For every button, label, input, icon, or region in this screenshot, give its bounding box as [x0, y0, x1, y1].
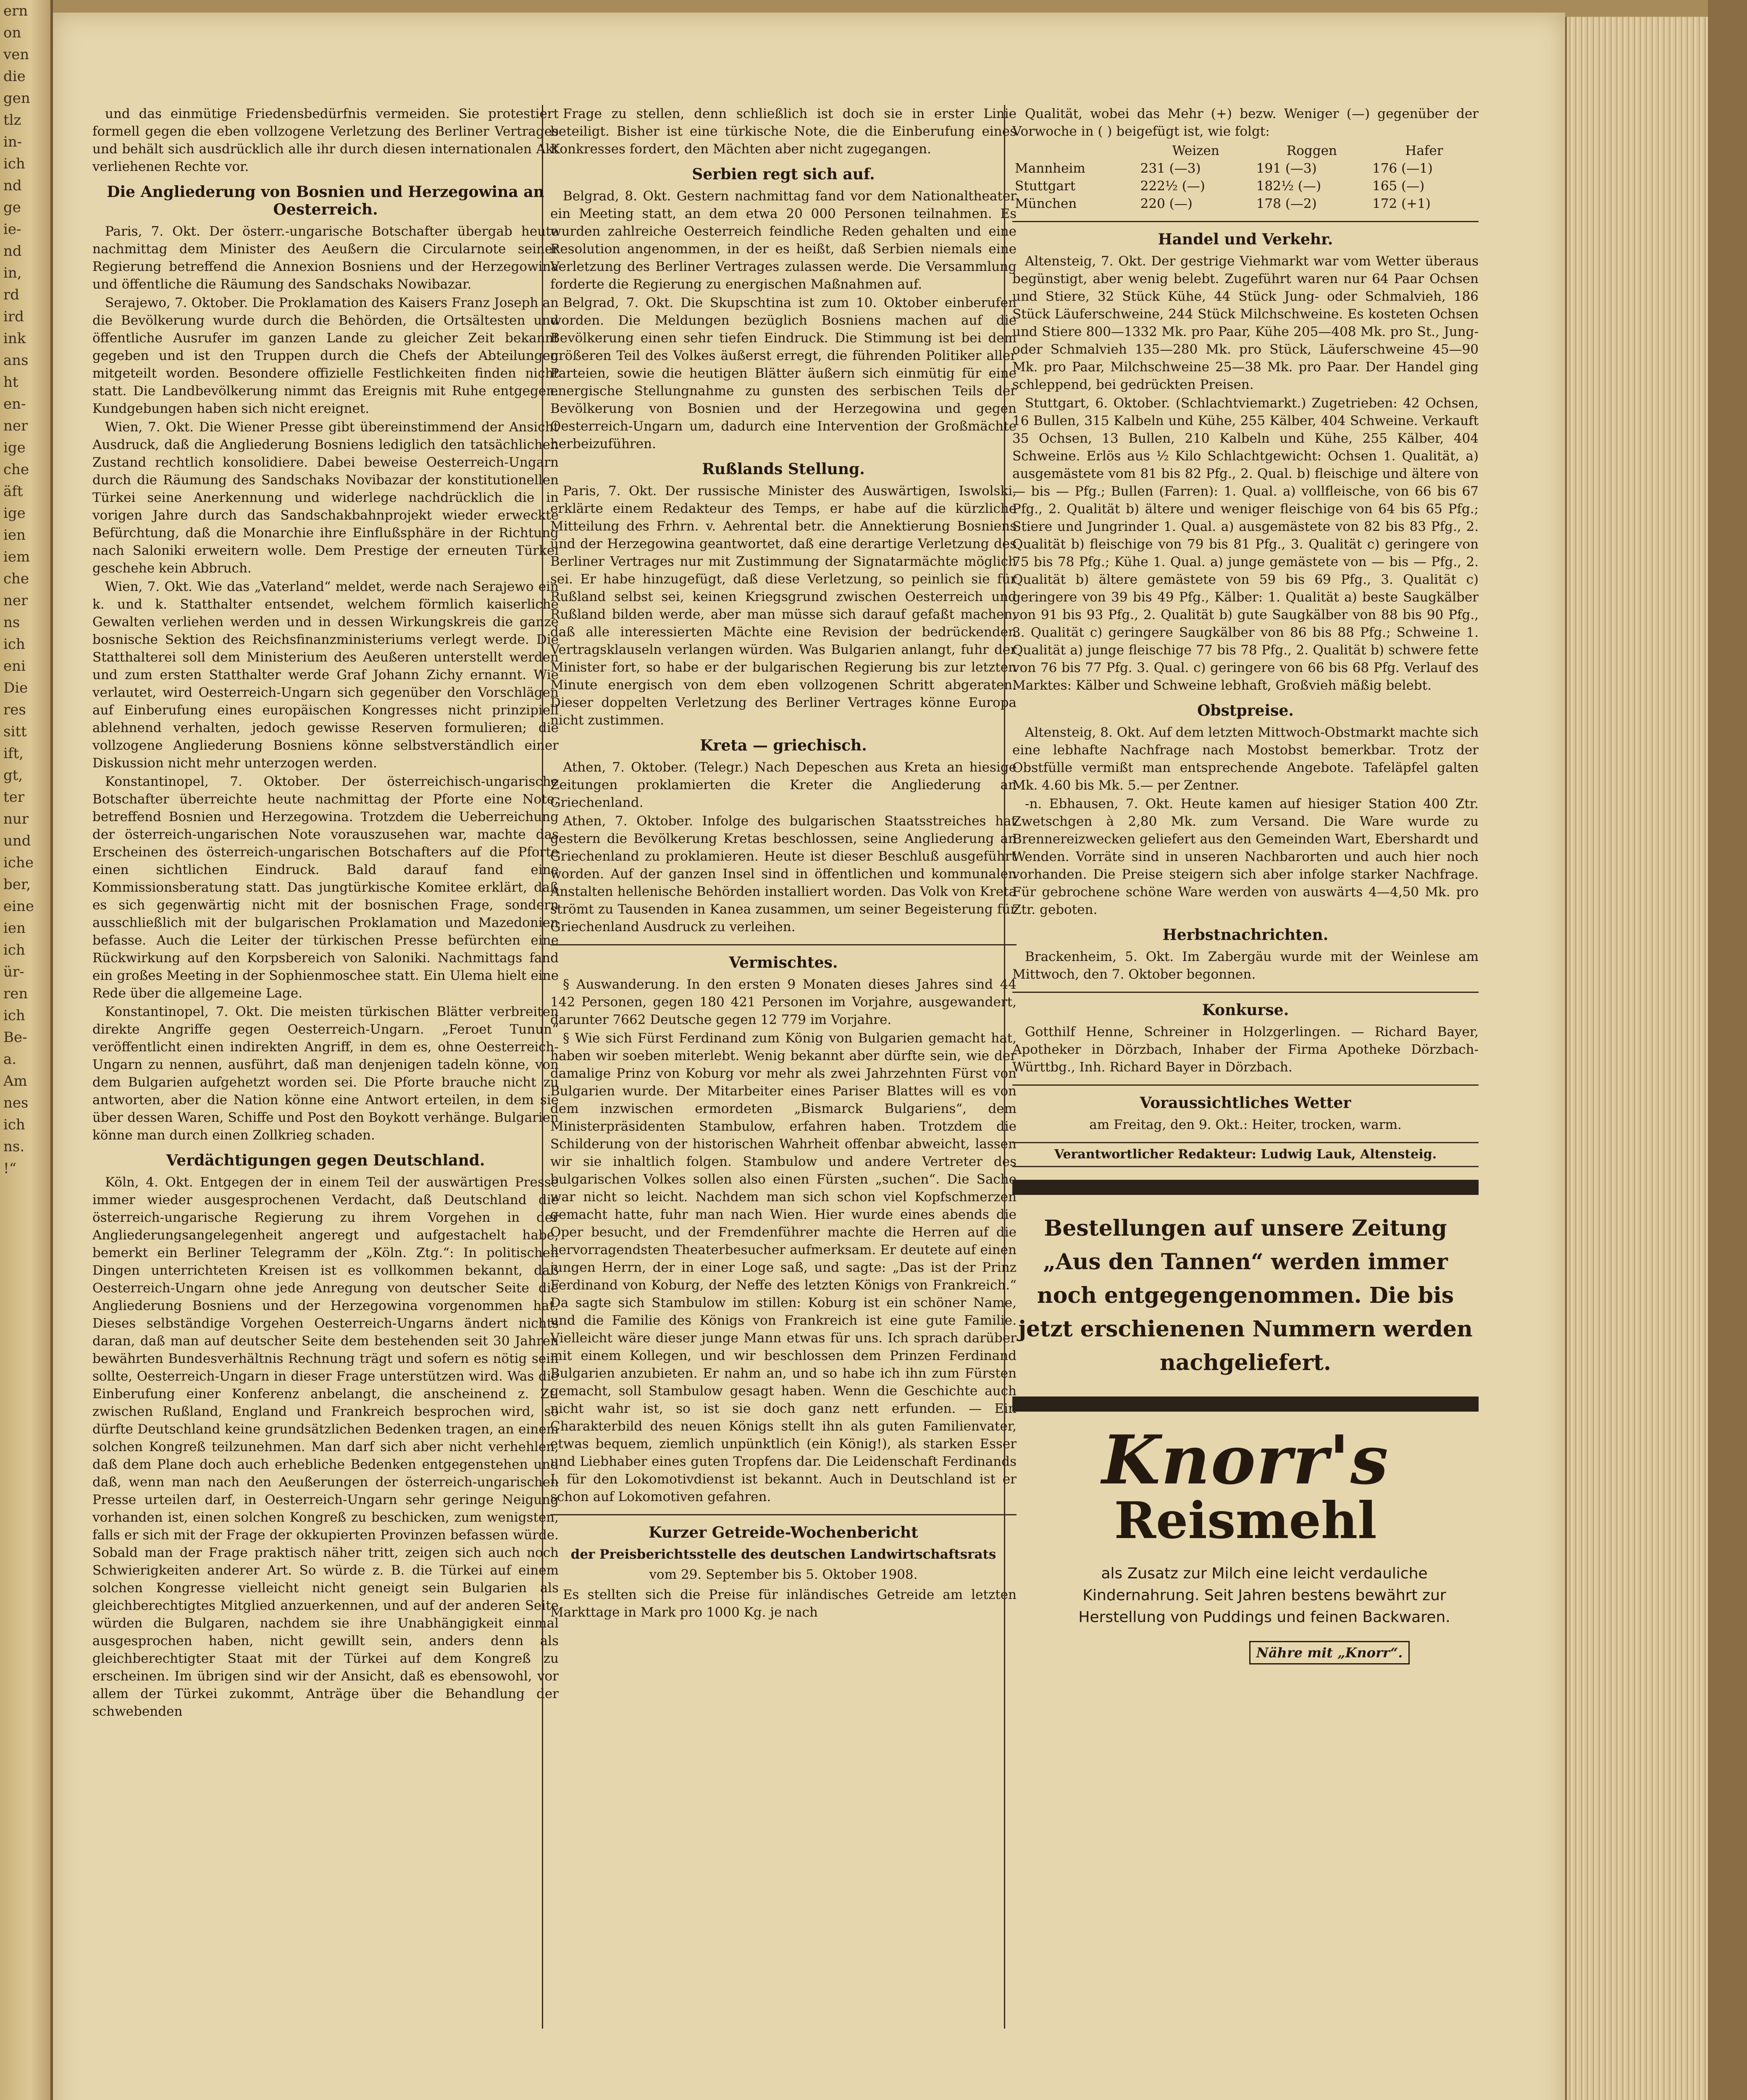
table-cell: 182½ (—): [1256, 178, 1321, 194]
table-row: [1012, 177, 1479, 195]
margin-fragment: ans: [3, 352, 29, 369]
margin-fragment: ich: [3, 155, 25, 172]
margin-fragment: nur: [3, 811, 29, 827]
margin-fragment: ber,: [3, 876, 31, 893]
margin-fragment: ter: [3, 789, 25, 806]
table-cell: Stuttgart: [1015, 178, 1076, 194]
margin-fragment: nes: [3, 1095, 29, 1111]
table-header-cell: Roggen: [1286, 143, 1337, 158]
table-cell: 231 (—3): [1140, 161, 1201, 176]
ad-slogan: Nähre mit „Knorr“.: [1249, 1641, 1410, 1664]
article-text: Konstantinopel, 7. Okt. Die meisten türkischen Blätter verbreiten direkte Angriffe gegen Oesterreich-Ungarn. „Feroet Tunun“ veröffentlicht einen indirekten Angriff, in dem es, ohne Oesterreich-Ungarn zu nennen, ausführt, daß man denjenigen tadeln könne, von dem Bulgarien aufgehetzt worden sei. Die Pforte brauche nicht zu antworten, aber die Nation könne eine Antwort erteilen, in dem sie über dessen Waren, Schiffe und Post den Boykott verhänge. Bulgarien könne man durch einen Zollkrieg schaden.: [92, 1004, 559, 1143]
article-text: Brackenheim, 5. Okt. Im Zabergäu wurde mit der Weinlese am Mittwoch, den 7. Oktober begonnen.: [1012, 949, 1479, 982]
article-text: § Wie sich Fürst Ferdinand zum König von Bulgarien gemacht hat, haben wir soeben miterlebt. Wenig bekannt aber dürfte sein, wie der damalige Prinz von Koburg vor mehr als zwei Jahrzehnten Fürst von Bulgarien wurde. Der Mitarbeiter eines Pariser Blattes will es von dem inzwischen ermordeten „Bismarck Bulgariens“, dem Ministerpräsidenten Stambulow, erfahren haben. Trotzdem die Schilderung von der historischen Wahrheit offenbar abweicht, lassen wir sie inhaltlich folgen. Stambulow und andere Vertreter des bulgarischen Volkes sollen also einen Fürsten „suchen“. Die Sache war nicht so leicht. Nachdem man sich schon viel Kopfschmerzen gemacht hatte, fuhr man nach Wien. Hier wurde eines abends die Oper besucht, und der Fremdenführer machte die Herren auf die hervorragendsten Theaterbesucher aufmerksam. Er deutete auf einen jungen Herrn, der in einer Loge saß, und sagte: „Das ist der Prinz Ferdinand von Koburg, der Neffe des letzten Königs von Frankreich.“ Da sagte sich Stambulow im stillen: Koburg ist ein schöner Name, und die Familie des Königs von Frankreich ist eine gute Familie. Vielleicht wäre dieser junge Mann etwas für uns. Ich sprach darüber mit einem Kollegen, und wir beschlossen dem Prinzen Ferdinand Bulgarien anzubieten. Er nahm an, und so habe ich ihn zum Fürsten gemacht, soll Stambulow gesagt haben. Wenn die Geschichte auch nicht wahr ist, so ist sie doch ganz nett erfunden. — Ein Charakterbild des neuen Königs stellt ihn als guten Familienvater, etwas bequem, ziemlich unpünktlich (ein König!), als starken Esser und Liebhaber eines guten Tropfens dar. Die Leidenschaft Ferdinands I. für den Lokomotivdienst ist bekannt. Auch in Deutschland ist er schon auf Lokomotiven gefahren.: [550, 1031, 1017, 1504]
article-text: Belgrad, 8. Okt. Gestern nachmittag fand vor dem Nationaltheater ein Meeting statt, an dem etwa 20 000 Personen teilnahmen. Es wurden zahlreiche Oesterreich feindliche Reden gehalten und eine Resolution angenommen, in der es heißt, daß Serbien niemals eine Verletzung des Berliner Vertrages zulassen werde. Die Versammlung forderte die Regierung zu energischen Maßnahmen auf.: [550, 189, 1017, 292]
divider: [550, 944, 1017, 945]
margin-fragment: ich: [3, 1007, 25, 1024]
margin-fragment: res: [3, 701, 26, 718]
book-page-edges: [1565, 17, 1710, 2100]
margin-fragment: iche: [3, 854, 34, 871]
divider: [550, 1514, 1017, 1515]
margin-fragment: ien: [3, 527, 26, 543]
article-text: -n. Ebhausen, 7. Okt. Heute kamen auf hiesiger Station 400 Ztr. Zwetschgen à 2,80 Mk. zum Versand. Die Ware wurde zu Brennereizwecken geliefert aus den Gemeinden Wart, Ebershardt und Wenden. Vorräte sind in unseren Nachbarorten und auch hier noch vorhanden. Die Preise steigern sich aber infolge starker Nachfrage. Für gebrochene schöne Ware werden von auswärts 4—4,50 Mk. pro Ztr. geboten.: [1012, 796, 1479, 917]
margin-fragment: nd: [3, 177, 22, 194]
margin-fragment: ige: [3, 439, 26, 456]
ad-product: Reismehl: [1114, 1491, 1377, 1550]
margin-fragment: gen: [3, 90, 30, 107]
headline: Rußlands Stellung.: [702, 460, 865, 478]
column-3: [1012, 105, 1479, 1664]
table-header-row: [1012, 142, 1479, 160]
divider: [1012, 1084, 1479, 1086]
table-header-cell: Weizen: [1172, 143, 1219, 158]
table-cell: Mannheim: [1015, 161, 1085, 176]
headline: Konkurse.: [1202, 1001, 1289, 1019]
article-text: Wien, 7. Okt. Wie das „Vaterland“ meldet, werde nach Serajewo ein k. und k. Statthalter entsendet, welchem förmlich kaiserliche Gewalten verliehen werden und in dessen Wirkungskreis die ganze bosnische Sektion des Reichsfinanzministeriums verlegt werde. Die Statthalterei soll dem Ministerium des Aeußeren unterstellt werden und zum ersten Statthalter werde Graf Johann Zichy ernannt. Wie verlautet, wird Oesterreich-Ungarn sich gegenüber den Vorschlägen auf Einberufung eines europäischen Kongresses nicht prinzipiell ablehnend verhalten, jedoch gewisse Reserven formulieren; die vollzogene Angliederung Bosniens könne selbstverständlich einer Diskussion nicht mehr unterzogen werden.: [92, 579, 559, 771]
article-text: Wien, 7. Okt. Die Wiener Presse gibt übereinstimmend der Ansicht Ausdruck, daß die Angliederung Bosniens lediglich den tatsächlichen Zustand rechtlich konsolidiere. Dabei beweise Oesterreich-Ungarn durch die Räumung des Sandschaks Novibazar der konstitutionellen Türkei seine Anerkennung und widerlege nachdrücklich die in vorigen Jahre durch das Sandschakbahnprojekt wieder erweckte Befürchtung, daß die Monarchie ihre Einflußsphäre in der Richtung nach Saloniki erweitern wolle. Dem Prestige der erneuten Türkei geschehe kein Abbruch.: [92, 420, 559, 576]
margin-fragment: ird: [3, 308, 24, 325]
column-2: [550, 105, 1017, 1622]
table-row: [1012, 160, 1479, 177]
margin-fragment: ür-: [3, 963, 24, 980]
divider: [1012, 992, 1479, 993]
margin-fragment: tlz: [3, 112, 21, 129]
margin-fragment: on: [3, 24, 21, 41]
column-1: [92, 105, 559, 1721]
margin-fragment: äft: [3, 483, 23, 500]
margin-fragment: sitt: [3, 723, 27, 740]
margin-fragment: !“: [3, 1160, 17, 1177]
headline: Kurzer Getreide-Wochenbericht: [649, 1524, 918, 1541]
table-cell: 191 (—3): [1256, 161, 1317, 176]
article-text: Altensteig, 7. Okt. Der gestrige Viehmarkt war vom Wetter überaus begünstigt, aber wenig belebt. Zugeführt waren nur 64 Paar Ochsen und Stiere, 32 Stück Kühe, 44 Stück Jung- oder Schmalvieh, 186 Stück Läuferschweine, 244 Stück Milchschweine. Es kosteten Ochsen und Stiere 800—1332 Mk. pro Paar, Kühe 205—408 Mk. pro St., Jung- oder Schmalvieh 135—280 Mk. pro Stück, Läuferschweine 45—90 Mk. pro Paar, Milchschweine 25—38 Mk. pro Paar. Der Handel ging schleppend, bei gedrückten Preisen.: [1012, 254, 1479, 392]
divider: [1012, 221, 1479, 222]
margin-fragment: ink: [3, 330, 26, 347]
margin-fragment: ige: [3, 505, 26, 522]
ad-brand: Knorr's: [1102, 1420, 1389, 1499]
table-header-cell: [1012, 142, 1138, 160]
margin-fragment: ner: [3, 592, 28, 609]
headline: Die Angliederung von Bosnien und Herzegowina an Oesterreich.: [107, 183, 544, 218]
article-text: § Auswanderung. In den ersten 9 Monaten dieses Jahres sind 44 142 Personen, gegen 180 421 Personen im Vorjahre, ausgewandert, darunter 7662 Deutsche gegen 12 779 im Vorjahre.: [550, 977, 1017, 1027]
article-text: Qualität, wobei das Mehr (+) bezw. Weniger (—) gegenüber der Vorwoche in ( ) beigefügt ist, wie folgt:: [1012, 106, 1479, 139]
weather-forecast: am Freitag, den 9. Okt.: Heiter, trocken, warm.: [1089, 1117, 1402, 1132]
margin-fragment: che: [3, 461, 29, 478]
article-text: Belgrad, 7. Okt. Die Skupschtina ist zum 10. Oktober einberufen worden. Die Meldungen bezüglich Bosniens machen auf die Bevölkerung einen sehr tiefen Eindruck. Die Stimmung ist bei dem größeren Teil des Volkes äußerst erregt, die führenden Politiker aller Parteien, sowie die heutigen Blätter äußern sich einmütig für eine energische Stellungnahme zu gunsten des serbischen Teils der Bevölkerung von Bosnien und der Herzegowina und gegen Oesterreich-Ungarn um, dadurch eine Intervention der Großmächte herbeizuführen.: [550, 295, 1017, 452]
margin-fragment: in,: [3, 265, 22, 281]
article-text: Konstantinopel, 7. Oktober. Der österreichisch-ungarische Botschafter überreichte heute nachmittag der Pforte eine Note, betreffend Bosnien und Herzegowina. Trotzdem die Ueberreichung der österreich-ungarischen Note vorauszusehen war, machte das Erscheinen des österreich-ungarischen Botschafters auf die Pforte einen sichtlichen Eindruck. Bald darauf fand eine Kommissionsberatung statt. Das jungtürkische Komitee erklärt, daß es sich gegenwärtig nicht mit der bosnischen Frage, sondern ausschließlich mit der bulgarischen Proklamation und Mazedonien befasse. Auch die Leiter der türkischen Presse befürchten eine Rückwirkung auf den Korpsbereich von Saloniki. Nachmittags fand ein großes Meeting in der Sophienmoschee statt. Ein Ulema hielt eine Rede über die allgemeine Lage.: [92, 774, 559, 1001]
article-text: Es stellten sich die Preise für inländisches Getreide am letzten Markttage in Mark pro 1000 Kg. je nach: [550, 1587, 1017, 1620]
margin-fragment: ich: [3, 636, 25, 653]
article-text: Paris, 7. Okt. Der russische Minister des Auswärtigen, Iswolski, erklärte einem Redakteur des Temps, er habe auf die kürzliche Mitteilung des Frhrn. v. Aehrental betr. die Annektierung Bosniens und der Herzegowina geantwortet, daß eine derartige Verletzung des Berliner Vertrages nur mit Zustimmung der Signatarmächte möglich sei. Er habe hinzugefügt, daß diese Verletzung, so peinlich sie für Rußland selbst sei, keinen Kriegsgrund zwischen Oesterreich und Rußland bilden werde, aber man müsse sich darauf gefaßt machen, daß alle interessierten Mächte eine Revision der bedrückenden Vertragsklauseln verlangen würden. Was Bulgarien anlangt, fuhr der Minister fort, so habe er der bulgarischen Regierung bis zur letzten Minute energisch von dem eben vollzogenen Schritt abgeraten. Dieser doppelten Verletzung des Berliner Vertrages könne Europa nicht zustimmen.: [550, 483, 1017, 728]
margin-fragment: ven: [3, 46, 29, 63]
margin-fragment: ern: [3, 3, 28, 19]
article-text: und das einmütige Friedensbedürfnis vermeiden. Sie protestiert formell gegen die eben vollzogene Verletzung des Berliner Vertrages und behält sich ausdrücklich alle ihr durch diesen internationalen Akt verliehenen Rechte vor.: [92, 106, 559, 174]
margin-fragment: eine: [3, 898, 34, 915]
article-text: Serajewo, 7. Oktober. Die Proklamation des Kaisers Franz Joseph an die Bevölkerung wurde durch die Behörden, die Ortsältesten und öffentliche Ausrufer im ganzen Lande zu gleicher Zeit bekannt gegeben und ist den Truppen durch die Chefs der Abteilungen mitgeteilt worden. Besondere offizielle Festlichkeiten finden nicht statt. Die Landbevölkerung nimmt das Ereignis mit Ruhe entgegen. Kundgebungen haben sich nicht ereignet.: [92, 295, 559, 416]
margin-fragment: ge: [3, 199, 21, 216]
margin-fragment: ien: [3, 920, 26, 937]
table-cell: 176 (—1): [1372, 161, 1433, 176]
article-text: Paris, 7. Okt. Der österr.-ungarische Botschafter übergab heute nachmittag dem Minister des Aeußern die Circularnote seiner Regierung betreffend die Annexion Bosniens und der Herzegowina und öffentliche die Räumung des Sandschaks Nowibazar.: [92, 224, 559, 292]
margin-fragment: eni: [3, 658, 26, 675]
headline: Handel und Verkehr.: [1158, 231, 1333, 248]
margin-fragment: in-: [3, 134, 22, 150]
table-header-cell: Hafer: [1405, 143, 1443, 158]
margin-fragment: ner: [3, 417, 28, 434]
table-cell: 220 (—): [1140, 196, 1193, 211]
margin-fragment: iem: [3, 549, 30, 565]
margin-fragment: ich: [3, 1116, 25, 1133]
table-cell: 165 (—): [1372, 178, 1425, 194]
margin-fragment: ns.: [3, 1138, 25, 1155]
table-cell: 178 (—2): [1256, 196, 1317, 211]
table-cell: 222½ (—): [1140, 178, 1205, 194]
headline: Voraussichtliches Wetter: [1140, 1094, 1351, 1112]
table-row: [1012, 195, 1479, 213]
article-text: Athen, 7. Oktober. (Telegr.) Nach Depeschen aus Kreta an hiesige Zeitungen proklamierten die Kreter die Angliederung an Griechenland.: [550, 760, 1017, 810]
previous-page-margin: [0, 0, 53, 2100]
knorr-advertisement: [1012, 1420, 1479, 1664]
headline: Serbien regt sich auf.: [692, 165, 875, 183]
editor-credit: Verantwortlicher Redakteur: Ludwig Lauk, Altensteig.: [1012, 1142, 1479, 1167]
headline: Herbstnachrichten.: [1162, 926, 1329, 944]
margin-fragment: che: [3, 570, 29, 587]
ad-text: als Zusatz zur Milch eine leicht verdauliche Kindernahrung. Seit Jahren bestens bewährt zur Herstellung von Puddings und feinen Backwaren.: [1078, 1565, 1450, 1626]
grain-price-table: [1012, 142, 1479, 213]
subscription-notice: Bestellungen auf unsere Zeitung „Aus den Tannen“ werden immer noch entgegengenommen. Die bis jetzt erschienenen Nummern werden nachgeliefert.: [1012, 1180, 1479, 1412]
margin-fragment: Die: [3, 680, 28, 696]
subheadline: der Preisberichtsstelle des deutschen Landwirtschaftsrats: [570, 1547, 996, 1562]
table-cell: 172 (+1): [1372, 196, 1431, 211]
subheadline: vom 29. September bis 5. Oktober 1908.: [649, 1567, 918, 1582]
margin-fragment: ie-: [3, 221, 21, 238]
margin-fragment: ift,: [3, 745, 24, 762]
book-binding: [1708, 0, 1747, 2100]
margin-fragment: ich: [3, 942, 25, 958]
article-text: Stuttgart, 6. Oktober. (Schlachtviemarkt.) Zugetrieben: 42 Ochsen, 16 Bullen, 315 Kalbeln und Kühe, 255 Kälber, 404 Schweine. Verkauft 35 Ochsen, 13 Bullen, 210 Kalbeln und Kühe, 255 Kälber, 404 Schweine. Erlös aus ½ Kilo Schlachtgewicht: Ochsen 1. Qualität, a) ausgemästete vom 81 bis 82 Pfg., 2. Qual. b) fleischige und ältere von — bis — Pfg.; Bullen (Farren): 1. Qual. a) vollfleische, von 66 bis 67 Pfg., 2. Qualität b) ältere und weniger fleischige von 64 bis 65 Pfg.; Stiere und Jungrinder 1. Qual. a) ausgemästete von 82 bis 83 Pfg., 2. Qualität b) fleischige von 79 bis 81 Pfg., 3. Qualität c) geringere von 75 bis 78 Pfg.; Kühe 1. Qual. a) junge gemästete von — bis — Pfg., 2. Qualität b) ältere gemästete von 59 bis 69 Pfg., 3. Qualität c) geringere von 39 bis 49 Pfg., Kälber: 1. Qualität a) beste Saugkälber von 91 bis 93 Pfg., 2. Qualität b) gute Saugkälber von 88 bis 90 Pfg., 3. Qualität c) geringere Saugkälber von 86 bis 88 Pfg.; Schweine 1. Qualität a) junge fleischige 77 bis 78 Pfg., 2. Qualität b) schwere fette von 76 bis 77 Pfg. 3. Qual. c) geringere von 66 bis 68 Pfg. Verlauf des Marktes: Kälber und Schweine lebhaft, Großvieh mäßig belebt.: [1012, 396, 1479, 693]
article-text: Athen, 7. Oktober. Infolge des bulgarischen Staatsstreiches hat gestern die Bevölkerung Kretas beschlossen, seine Angliederung an Griechenland zu proklamieren. Heute ist dieser Beschluß ausgeführt worden. Auf der ganzen Insel sind in öffentlichen und kommunalen Anstalten hellenische Behörden installiert worden. Das Volk von Kreta strömt zu Tausenden in Kanea zusammen, um seiner Begeisterung für Griechenland Ausdruck zu verleihen.: [550, 814, 1017, 934]
headline: Obstpreise.: [1197, 702, 1294, 719]
headline: Vermischtes.: [729, 954, 838, 971]
margin-fragment: und: [3, 832, 31, 849]
headline: Kreta — griechisch.: [700, 737, 867, 754]
headline: Verdächtigungen gegen Deutschland.: [166, 1152, 485, 1169]
margin-fragment: ht: [3, 374, 18, 391]
article-text: Frage zu stellen, denn schließlich ist doch sie in erster Linie beteiligt. Bisher ist eine türkische Note, die die Einberufung eines Konkresses fordert, den Mächten aber nicht zugegangen.: [550, 106, 1017, 157]
margin-fragment: gt,: [3, 767, 23, 784]
margin-fragment: en-: [3, 396, 26, 412]
article-text: Altensteig, 8. Okt. Auf dem letzten Mittwoch-Obstmarkt machte sich eine lebhafte Nachfrage nach Mostobst bemerkbar. Trotz der Obstfülle vermißt man entsprechende Angebote. Tafeläpfel galten Mk. 4.60 bis Mk. 5.— per Zentner.: [1012, 725, 1479, 793]
table-cell: München: [1015, 196, 1077, 211]
margin-fragment: rd: [3, 286, 20, 303]
article-text: Gotthilf Henne, Schreiner in Holzgerlingen. — Richard Bayer, Apotheker in Dörzbach, Inhaber der Firma Apotheke Dörzbach-Württbg., Inh. Richard Bayer in Dörzbach.: [1012, 1024, 1479, 1075]
margin-fragment: Am: [3, 1073, 27, 1089]
margin-fragment: nd: [3, 243, 22, 260]
article-text: Köln, 4. Okt. Entgegen der in einem Teil der auswärtigen Presse immer wieder ausgesprochenen Verdacht, daß Deutschland die österreich-ungarische Regierung zu ihrem Vorgehen in der Angliederungsangelegenheit angeregt und aufgestachelt habe, bemerkt ein Berliner Telegramm der „Köln. Ztg.“: In politischen Dingen unterrichteten Kreisen ist es vollkommen bekannt, daß Oesterreich-Ungarn ohne jede Anregung von deutscher Seite die Angliederung Bosniens und der Herzegowina vorgenommen hat. Dieses selbständige Vorgehen Oesterreich-Ungarns ändert nichts daran, daß man auf deutscher Seite dem bestehenden seit 30 Jahren bewährten Bundesverhältnis Rechnung trägt und sofern es nötig sein sollte, Oesterreich-Ungarn in dieser Frage unterstützen wird. Was die Einberufung einer Konferenz anbelangt, die anscheinend z. Zt. zwischen Rußland, England und Frankreich besprochen wird, so dürfte Deutschland keine grundsätzlichen Bedenken tragen, an einem solchen Kongreß teilzunehmen. Man darf sich aber nicht verhehlen, daß dem Plane doch auch erhebliche Bedenken entgegenstehen und daß, wenn man nach den Aeußerungen der österreich-ungarischen Presse urteilen darf, in Oesterreich-Ungarn sehr geringe Neigung vorhanden ist, einen solchen Kongreß zu beschicken, zum wenigsten, falls er sich mit der Frage der okkupierten Provinzen befassen würde. Sobald man der Frage praktisch näher tritt, zeigen sich auch noch Schwierigkeiten anderer Art. So würde z. B. die Türkei auf einem solchen Kongresse vielleicht nicht geneigt sein Bulgarien als gleichberechtigtes Mitglied anzuerkennen, und auf der anderen Seite würden die Bulgaren, nachdem sie ihre Unabhängigkeit einmal ausgesprochen haben, nicht gewillt sein, anders denn als gleichberechtigter Staat mit der Türkei auf dem Kongreß zu erscheinen. Im übrigen sind wir der Ansicht, daß es ebensowohl, vor allem der Türkei zukommt, Anträge über die Behandlung der schwebenden: [92, 1175, 559, 1719]
margin-fragment: die: [3, 68, 26, 85]
margin-fragment: ren: [3, 985, 28, 1002]
margin-fragment: a.: [3, 1051, 17, 1068]
margin-fragment: ns: [3, 614, 20, 631]
margin-fragment: Be-: [3, 1029, 27, 1046]
